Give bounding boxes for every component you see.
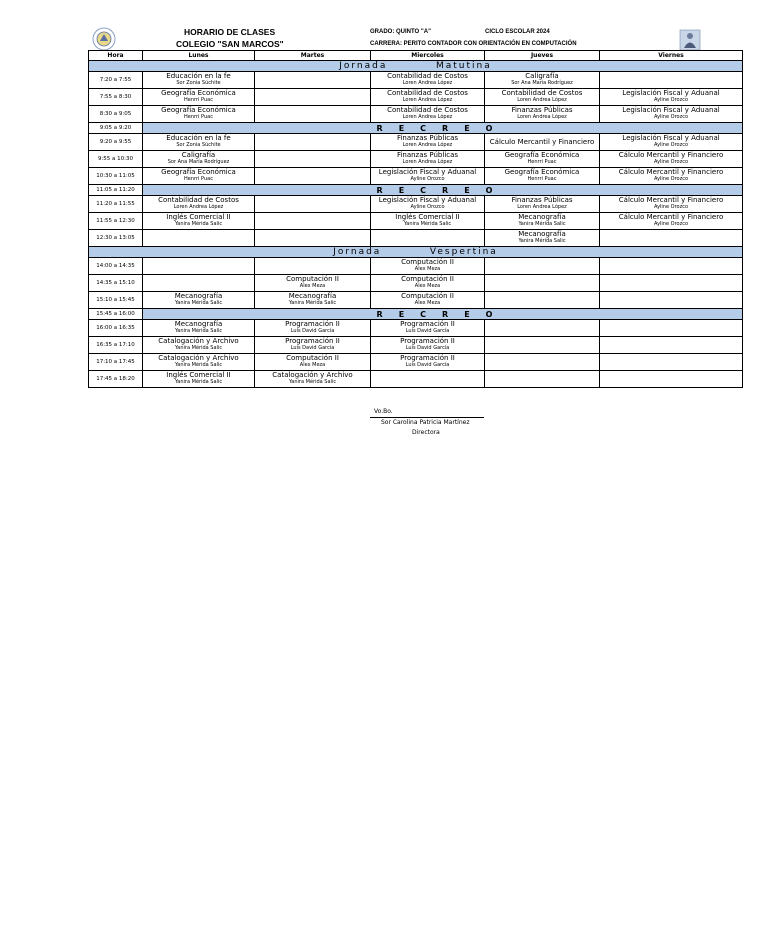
class-cell: [255, 292, 371, 309]
class-cell: [485, 196, 600, 213]
subject-name: Cálculo Mercantil y Financiero: [618, 151, 724, 159]
teacher-name: Henrri Puac: [184, 97, 213, 103]
recess-row: [89, 185, 743, 196]
teacher-name: Yanira Mérida Salic: [518, 221, 566, 227]
table-row: [89, 292, 743, 309]
grade-label: GRADO: QUINTO "A": [370, 29, 431, 35]
subject-name: Cálculo Mercantil y Financiero: [618, 213, 724, 221]
column-header-viernes: Viernes: [600, 51, 743, 61]
class-cell: [255, 168, 371, 185]
time-cell: 14:00 a 14:35: [89, 258, 143, 275]
class-cell: [143, 258, 255, 275]
time-cell: 17:10 a 17:45: [89, 354, 143, 371]
class-cell: [255, 275, 371, 292]
class-cell: [485, 320, 600, 337]
class-cell: [255, 371, 371, 388]
class-cell: [371, 354, 485, 371]
class-cell: [485, 292, 600, 309]
subject-name: Programación II: [285, 320, 340, 328]
subject-name: Geografía Económica: [504, 168, 580, 176]
class-cell: [600, 371, 743, 388]
time-cell: 8:30 a 9:05: [89, 106, 143, 123]
teacher-name: Loren Andrea López: [402, 80, 453, 86]
subject-name: Geografía Económica: [504, 151, 580, 159]
class-cell: [485, 106, 600, 123]
teacher-name: Yanira Mérida Salic: [174, 300, 223, 306]
class-cell: [600, 213, 743, 230]
teacher-name: Sor Zonia Súchite: [176, 80, 221, 86]
class-cell: [485, 168, 600, 185]
school-seal-icon: [92, 27, 116, 51]
school-name: COLEGIO "SAN MARCOS": [176, 39, 284, 49]
table-row: [89, 320, 743, 337]
shift-label: Jornada Vespertina: [89, 247, 743, 258]
time-cell: 11:20 a 11:55: [89, 196, 143, 213]
class-cell: [371, 337, 485, 354]
teacher-name: Yanira Mérida Salic: [174, 379, 223, 385]
schedule-title: HORARIO DE CLASES: [184, 27, 276, 37]
teacher-name: Yanira Mérida Salic: [288, 379, 337, 385]
class-cell: [255, 106, 371, 123]
class-cell: [255, 134, 371, 151]
class-cell: [255, 320, 371, 337]
subject-name: Cálculo Mercantil y Financiero: [618, 196, 724, 204]
time-cell: 9:55 a 10:30: [89, 151, 143, 168]
class-cell: [485, 354, 600, 371]
teacher-name: Alex Meza: [414, 283, 441, 289]
class-cell: [255, 258, 371, 275]
subject-name: Catalogación y Archivo: [158, 354, 239, 362]
teacher-name: Yanira Mérida Salic: [288, 300, 337, 306]
career-label: CARRERA: PERITO CONTADOR CON ORIENTACIÓN EN COMPUTACIÓN: [370, 41, 577, 47]
subject-name: Contabilidad de Costos: [387, 106, 468, 114]
teacher-name: Loren Andrea López: [402, 97, 453, 103]
time-cell: 9:20 a 9:55: [89, 134, 143, 151]
subject-name: Catalogación y Archivo: [158, 337, 239, 345]
teacher-name: Alex Meza: [299, 283, 326, 289]
subject-name: Caligrafía: [181, 151, 216, 159]
class-cell: [600, 275, 743, 292]
time-cell: 14:35 a 15:10: [89, 275, 143, 292]
class-cell: [485, 230, 600, 247]
teacher-name: Yanira Mérida Salic: [403, 221, 452, 227]
subject-name: Cálculo Mercantil y Financiero: [489, 137, 595, 146]
shift-band-vespertina: [89, 247, 743, 258]
schedule-table: [88, 50, 743, 388]
table-row: [89, 258, 743, 275]
subject-name: Mecanografía: [518, 230, 566, 238]
class-cell: [371, 320, 485, 337]
subject-name: Computación II: [286, 275, 339, 283]
saint-figure-icon: [678, 28, 702, 52]
class-cell: [143, 106, 255, 123]
class-cell: [143, 72, 255, 89]
class-cell: [143, 371, 255, 388]
subject-name: Legislación Fiscal y Aduanal: [378, 168, 477, 176]
teacher-name: Henrri Puac: [527, 159, 557, 165]
subject-name: Computación II: [401, 275, 454, 283]
teacher-name: Ayline Orozco: [653, 159, 689, 165]
subject-name: Geografía Económica: [161, 106, 236, 114]
table-row: [89, 168, 743, 185]
time-cell: 15:10 a 15:45: [89, 292, 143, 309]
class-cell: [255, 72, 371, 89]
teacher-name: Alex Meza: [414, 266, 441, 272]
class-cell: [143, 89, 255, 106]
class-cell: [143, 337, 255, 354]
class-cell: [371, 258, 485, 275]
subject-name: Programación II: [285, 337, 340, 345]
teacher-name: Yanira Mérida Salic: [174, 362, 223, 368]
teacher-name: Ayline Orozco: [653, 97, 689, 103]
class-cell: [143, 196, 255, 213]
class-cell: [371, 196, 485, 213]
subject-name: Inglés Comercial II: [395, 213, 460, 221]
table-row: [89, 213, 743, 230]
subject-name: Mecanografía: [518, 213, 566, 221]
teacher-name: Yanira Mérida Salic: [174, 345, 223, 351]
class-cell: [371, 72, 485, 89]
signer-role: Directora: [412, 429, 440, 436]
class-cell: [143, 213, 255, 230]
table-header-row: [89, 51, 743, 61]
class-cell: [485, 275, 600, 292]
class-cell: [143, 134, 255, 151]
subject-name: Programación II: [400, 320, 455, 328]
class-cell: [143, 292, 255, 309]
subject-name: Contabilidad de Costos: [501, 89, 583, 97]
signer-name: Sor Carolina Patricia Martínez: [381, 419, 470, 426]
document-header: [88, 26, 742, 50]
teacher-name: Loren Andrea López: [402, 159, 453, 165]
class-cell: [485, 371, 600, 388]
time-cell: 12:30 a 13:05: [89, 230, 143, 247]
teacher-name: Alex Meza: [414, 300, 441, 306]
teacher-name: Henrri Puac: [527, 176, 557, 182]
class-cell: [371, 292, 485, 309]
class-cell: [600, 89, 743, 106]
class-cell: [600, 151, 743, 168]
table-row: [89, 371, 743, 388]
subject-name: Legislación Fiscal y Aduanal: [622, 106, 720, 114]
school-year: CICLO ESCOLAR 2024: [485, 29, 550, 35]
subject-name: Legislación Fiscal y Aduanal: [622, 89, 720, 97]
class-cell: [600, 337, 743, 354]
table-row: [89, 106, 743, 123]
subject-name: Legislación Fiscal y Aduanal: [378, 196, 477, 204]
teacher-name: Luis David García: [290, 345, 335, 351]
class-cell: [485, 337, 600, 354]
class-cell: [600, 134, 743, 151]
class-cell: [600, 168, 743, 185]
class-cell: [485, 151, 600, 168]
vobo-label: Vo.Bo.: [374, 408, 393, 415]
column-header-miercoles: Miercoles: [371, 51, 485, 61]
teacher-name: Ayline Orozco: [653, 176, 689, 182]
table-row: [89, 89, 743, 106]
class-cell: [485, 258, 600, 275]
teacher-name: Ayline Orozco: [410, 204, 445, 210]
class-cell: [371, 106, 485, 123]
table-row: [89, 72, 743, 89]
recess-label: RECREO: [143, 309, 743, 320]
teacher-name: Sor Ana María Rodríguez: [511, 80, 573, 86]
teacher-name: Loren Andrea López: [517, 114, 567, 120]
shift-label: Jornada Matutina: [89, 61, 743, 72]
table-row: [89, 230, 743, 247]
teacher-name: Sor Zonia Súchite: [176, 142, 221, 148]
class-cell: [371, 151, 485, 168]
subject-name: Finanzas Públicas: [511, 196, 573, 204]
table-row: [89, 134, 743, 151]
subject-name: Contabilidad de Costos: [387, 89, 468, 97]
teacher-name: Luis David García: [405, 345, 450, 351]
subject-name: Computación II: [286, 354, 339, 362]
class-cell: [143, 168, 255, 185]
class-cell: [485, 134, 600, 151]
class-cell: [255, 213, 371, 230]
time-cell: 7:20 a 7:55: [89, 72, 143, 89]
subject-name: Finanzas Públicas: [396, 151, 459, 159]
class-cell: [600, 320, 743, 337]
class-cell: [485, 89, 600, 106]
subject-name: Finanzas Públicas: [511, 106, 573, 114]
time-cell: 10:30 a 11:05: [89, 168, 143, 185]
teacher-name: Ayline Orozco: [653, 114, 689, 120]
subject-name: Educación en la fe: [166, 134, 231, 142]
subject-name: Contabilidad de Costos: [158, 196, 239, 204]
subject-name: Contabilidad de Costos: [387, 72, 468, 80]
subject-name: Inglés Comercial II: [166, 213, 231, 221]
teacher-name: Loren Andrea López: [173, 204, 224, 210]
class-cell: [371, 371, 485, 388]
subject-name: Mecanografía: [174, 292, 223, 300]
signature-line: [370, 417, 484, 418]
class-cell: [255, 196, 371, 213]
subject-name: Mecanografía: [288, 292, 337, 300]
teacher-name: Yanira Mérida Salic: [518, 238, 566, 244]
class-cell: [600, 230, 743, 247]
time-cell: 11:05 a 11:20: [89, 185, 143, 196]
recess-row: [89, 309, 743, 320]
time-cell: 16:00 a 16:35: [89, 320, 143, 337]
table-row: [89, 337, 743, 354]
time-cell: 9:05 a 9:20: [89, 123, 143, 134]
class-cell: [371, 134, 485, 151]
class-cell: [600, 72, 743, 89]
class-cell: [255, 230, 371, 247]
subject-name: Geografía Económica: [161, 89, 236, 97]
teacher-name: Yanira Mérida Salic: [174, 221, 223, 227]
class-cell: [600, 292, 743, 309]
teacher-name: Ayline Orozco: [410, 176, 445, 182]
class-cell: [485, 72, 600, 89]
subject-name: Programación II: [400, 354, 455, 362]
class-cell: [255, 354, 371, 371]
time-cell: 15:45 a 16:00: [89, 309, 143, 320]
class-cell: [143, 230, 255, 247]
class-cell: [143, 275, 255, 292]
class-cell: [143, 151, 255, 168]
recess-label: RECREO: [143, 185, 743, 196]
teacher-name: Loren Andrea López: [402, 114, 453, 120]
column-header-lunes: Lunes: [143, 51, 255, 61]
column-header-hora: Hora: [89, 51, 143, 61]
teacher-name: Sor Ana María Rodríguez: [167, 159, 230, 165]
subject-name: Educación en la fe: [166, 72, 231, 80]
subject-name: Cálculo Mercantil y Financiero: [618, 168, 724, 176]
teacher-name: Alex Meza: [299, 362, 326, 368]
table-row: [89, 275, 743, 292]
teacher-name: Henrri Puac: [184, 176, 213, 182]
column-header-martes: Martes: [255, 51, 371, 61]
class-cell: [371, 275, 485, 292]
subject-name: Caligrafía: [525, 72, 559, 80]
subject-name: Inglés Comercial II: [166, 371, 231, 379]
teacher-name: Luis David García: [405, 362, 450, 368]
teacher-name: Loren Andrea López: [517, 97, 567, 103]
subject-name: Catalogación y Archivo: [272, 371, 353, 379]
time-cell: 16:35 a 17:10: [89, 337, 143, 354]
table-row: [89, 354, 743, 371]
class-cell: [255, 89, 371, 106]
subject-name: Programación II: [400, 337, 455, 345]
class-cell: [600, 106, 743, 123]
time-cell: 7:55 a 8:30: [89, 89, 143, 106]
teacher-name: Ayline Orozco: [653, 204, 689, 210]
recess-label: RECREO: [143, 123, 743, 134]
class-cell: [600, 258, 743, 275]
class-cell: [371, 89, 485, 106]
class-cell: [371, 168, 485, 185]
class-cell: [371, 213, 485, 230]
teacher-name: Henrri Puac: [184, 114, 213, 120]
teacher-name: Luis David García: [405, 328, 450, 334]
time-cell: 11:55 a 12:30: [89, 213, 143, 230]
table-row: [89, 196, 743, 213]
teacher-name: Loren Andrea López: [517, 204, 567, 210]
table-row: [89, 151, 743, 168]
subject-name: Computación II: [401, 258, 454, 266]
recess-row: [89, 123, 743, 134]
subject-name: Legislación Fiscal y Aduanal: [622, 134, 720, 142]
teacher-name: Ayline Orozco: [653, 221, 689, 227]
teacher-name: Luis David García: [290, 328, 335, 334]
teacher-name: Yanira Mérida Salic: [174, 328, 223, 334]
shift-band-matutina: [89, 61, 743, 72]
subject-name: Geografía Económica: [161, 168, 236, 176]
time-cell: 17:45 a 18:20: [89, 371, 143, 388]
teacher-name: Loren Andrea López: [402, 142, 453, 148]
class-cell: [255, 151, 371, 168]
subject-name: Computación II: [401, 292, 454, 300]
class-cell: [255, 337, 371, 354]
class-cell: [600, 354, 743, 371]
class-cell: [600, 196, 743, 213]
teacher-name: Ayline Orozco: [653, 142, 689, 148]
subject-name: Finanzas Públicas: [396, 134, 459, 142]
subject-name: Mecanografía: [174, 320, 223, 328]
column-header-jueves: Jueves: [485, 51, 600, 61]
class-cell: [371, 230, 485, 247]
class-cell: [143, 354, 255, 371]
class-cell: [143, 320, 255, 337]
class-cell: [485, 213, 600, 230]
